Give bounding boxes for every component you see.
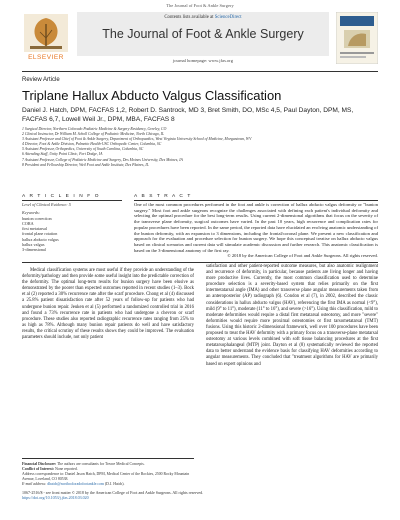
affiliation-line: 1 Surgical Director, Northern Colorado Podiatric Medicine & Surgery Residency, Greeley, CO — [22, 127, 167, 131]
elsevier-logo — [22, 12, 70, 64]
conflict-of-interest: Conflict of Interest: None reported. — [22, 466, 78, 471]
sciencedirect-link[interactable]: ScienceDirect — [214, 15, 242, 20]
header-rule — [22, 71, 378, 72]
affiliation-line: 2 Clinical Instructor, Dr William M. Scholl College of Podiatric Medicine, North Chicago, IL — [22, 132, 165, 137]
body-column-right — [206, 264, 378, 368]
affiliation-line: 8 President and Fellowship Director, Weil Foot and Ankle Institute, Des Plaines, IL — [22, 162, 149, 167]
abstract-text: One of the most common procedures performed in the foot and ankle is correction of hallux abducto valgus deformity or "bunion surgery." Most foot and ankle surgeons recognize the challenges associated with defining each patient's individual deformity and selecting the optimal procedure for the best long-term results. Using current 2-dimensional algorithms that focus on the severity of the transverse plane deformity, surgical outcomes have varied. In the past 10 years, high recurrence and complication rates for popular procedures have been reported. In the same period, the reported data have elucidated an evolving anatomic understanding of the bunion deformity, with an expansion to 3 dimensions, including the frontal/coronal plane. We present a new classification and approach for the evaluation and procedure selection for bunion surgery. We hope this conceptual treatise on hallux abducto valgus based on clinical scenarios and current data will stimulate academic discussion and further research. This anatomic classification is based on the 3-dimensional anatomy of the first ray. — [134, 202, 378, 253]
running-header: The Journal of Foot & Ankle Surgery — [166, 3, 234, 8]
doi-link[interactable]: https://doi.org/10.1053/j.jfas.2018.03.020 — [22, 495, 89, 500]
author-list: Daniel J. Hatch, DPM, FACFAS 1,2, Robert D. Santrock, MD 3, Bret Smith, DO, MSc 4,5, Paul Dayton, DPM, MS, FACFAS 6,7, Lowell Weil Jr., DPM, MBA, FACFAS 8 — [22, 107, 354, 123]
keyword: first metatarsal — [22, 226, 47, 232]
abstract-rule — [134, 200, 378, 201]
keyword: CORA — [22, 220, 34, 226]
journal-header — [22, 12, 378, 64]
affiliation-line: 5 Assistant Professor, Orthopedics, University of South Carolina, Columbia, SC — [22, 147, 144, 152]
body-paragraph: satisfaction and other patient-reported outcome measures, but also anatomic realignment and recurrence of deformity, in particular, because patients are living longer and having more productive lives. Currently, the most common classification used to determine procedure selection is a severity-based system that relies primarily on the first intermetatarsal angle (IMA) and other transverse plane angular measurements taken from an anteroposterior (AP) radiograph (6). Condon et al (7), in 2002, described the classic considerations in hallux abducto valgus (HAV), referencing the first IMA as normal (<9°), mild (9° to 11°), moderate (11° to 16°), and severe (>16°). Using this classification, mild to moderate deformities would require a distal first metatarsal osteotomy, and more "severe" deformities would require more proximal osteotomies or first tarsometatarsal (TMT) fusions. Using this historic 2-dimensional framework, well over 100 procedures have been proposed to treat the HAV deformity with a primary focus on a transverse-plane metatarsal osteotomy at various levels combined with soft tissue balancing procedures at the first metatarsophalangeal (MTP) joint. Dayton et al (8) systematically reviewed the reported data to better understand the evidence basis for classifying HAV deformities according to angular measurements. They concluded that "treatment algorithms for HAV are primarily based on expert opinions and — [206, 264, 378, 367]
affiliation-line: 3 Assistant Professor and Chief of Foot & Ankle Surgery, Department of Orthopaedics, West Virginia University School of Medicine, Morgantown, WV — [22, 137, 252, 142]
evidence-level: Level of Clinical Evidence: 5 — [22, 202, 71, 207]
article-info-heading: A R T I C L E I N F O — [22, 194, 101, 199]
keyword: hallux valgus — [22, 242, 45, 248]
journal-cover-image — [336, 12, 378, 64]
abstract-copyright: © 2018 by the American College of Foot and Ankle Surgeons. All rights reserved. — [227, 253, 378, 259]
abstract — [134, 202, 378, 259]
affiliation-line: 6 Attending Staff, Unity Point Clinic, Fort Dodge, IA — [22, 152, 103, 157]
article-type: Review Article — [22, 77, 60, 83]
email-line: E-mail address: dhatch@northcoloradofootankle.com (D.J. Hatch). — [22, 481, 125, 486]
keywords-label: Keywords: — [22, 210, 40, 216]
journal-homepage[interactable]: journal homepage: www.jfas.org — [172, 58, 234, 63]
affiliation-line: 4 Director, Foot & Ankle Division, Palmetto Health-USC Orthopedic Center, Columbia, SC — [22, 142, 162, 147]
article-info — [22, 202, 122, 253]
page-footer — [22, 490, 378, 500]
keyword: 3-dimensional — [22, 247, 46, 253]
body-column-left — [22, 268, 194, 341]
body-paragraph: Medical classification systems are most useful if they provide an understanding of the deformity/pathology and then provide some useful insight into the predictable correction of the deformity. The optimal long-term results for bunion surgery have been elusive as demonstrated by the poorer than expected outcomes reported in recent studies (1–3). Bock et al (2) reported a 30% recurrence rate after the scarf procedure. Chong et al (4) discussed a 25.8% patient dissatisfaction rate after 52 years of follow-up for patients who had undergone bunion repair. Jeuken et al (5) performed a randomized controlled trial in 2016 and found a 73% recurrence rate in patients who had undergone a chevron or scarf procedure. These studies also reported radiographic recurrence rates ranging from 25% to as high as 78%. Although many bunion repair patients do well and have satisfactory results, the critical scrutiny of these results shows they could be improved. The evaluation parameters should include, not only patient — [22, 268, 194, 341]
financial-disclosure: Financial Disclosure: The authors are consultants for Treace Medical Concepts. — [22, 462, 145, 466]
contents-line — [77, 12, 329, 20]
email-link[interactable]: dhatch@northcoloradofootankle.com — [47, 481, 104, 486]
contents-prefix: Contents lists available at — [164, 15, 214, 20]
abstract-bottom-rule — [22, 262, 378, 263]
publisher-name: ELSEVIER — [28, 54, 64, 61]
footnotes — [22, 458, 194, 487]
issn-line: 1067-2516/$ - see front matter © 2018 by the American College of Foot and Ankle Surgeons. All rights reserved. — [22, 490, 204, 495]
info-rule — [22, 200, 122, 201]
affiliations — [22, 127, 378, 168]
article-title: Triplane Hallux Abducto Valgus Classification — [22, 88, 282, 103]
keyword: hallux abducto valgus — [22, 236, 59, 242]
journal-name: The Journal of Foot & Ankle Surgery — [102, 27, 304, 41]
affiliation-line: 7 Assistant Professor, College of Podiatric Medicine and Surgery, Des Moines University, Des Moines, IA — [22, 157, 183, 162]
correspondence-address: Address correspondence to: Daniel Jason Hatch, DPM, Medical Center of the Rockies, 2500 Rocky Mountain Avenue, Loveland, CO 80538. — [22, 471, 190, 481]
keyword: frontal plane rotation — [22, 231, 58, 237]
abstract-heading: A B S T R A C T — [134, 194, 192, 199]
keyword: bunion correction — [22, 215, 52, 221]
journal-title-box — [77, 12, 329, 56]
